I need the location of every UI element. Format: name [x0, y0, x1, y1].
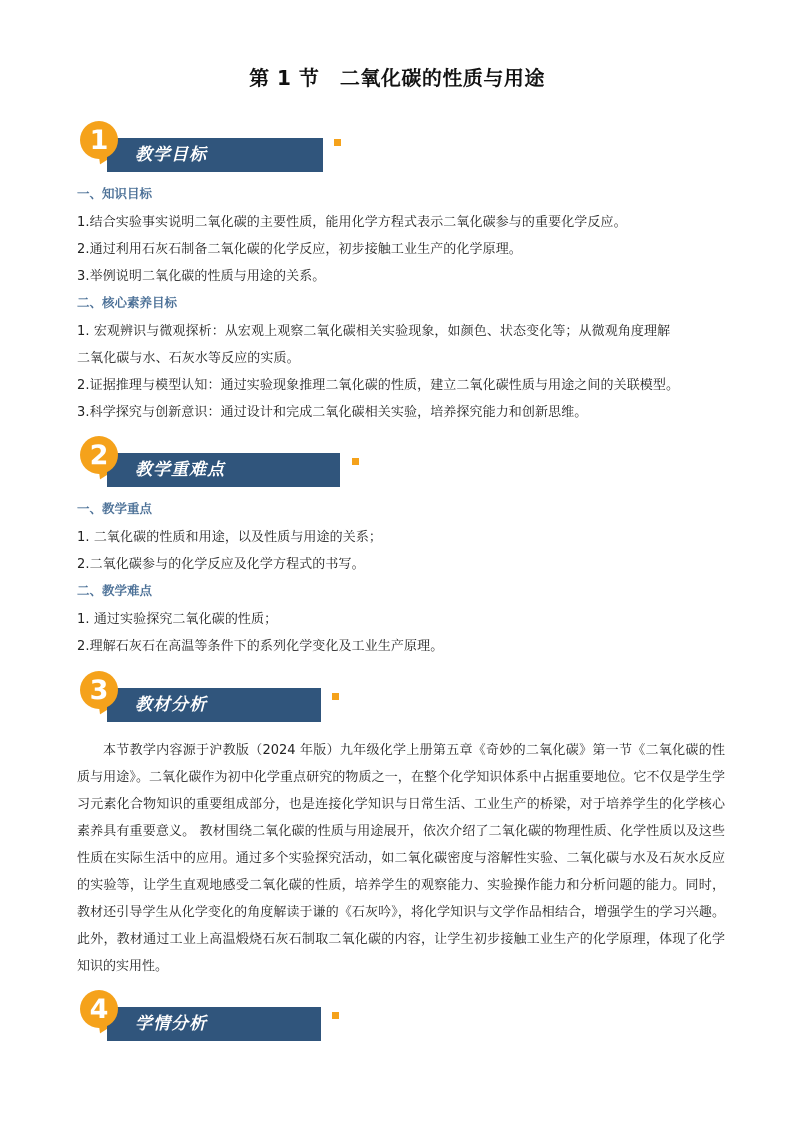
text-line: 二氧化碳与水、石灰水等反应的实质。 [77, 351, 300, 366]
text-line: 2.二氧化碳参与的化学反应及化学方程式的书写。 [77, 557, 365, 572]
analysis-paragraph: 本节教学内容源于沪教版（2024 年版）九年级化学上册第五章《奇妙的二氧化碳》第一节《二氧化碳的性质与用途》。二氧化碳作为初中化学重点研究的物质之一，在整个化学知识体系中占据重要地位。它不仅是学生学习元素化合物知识的重要组成部分，也是连接化学知识与日常生活、工业生产的桥梁，对于培养学生的化学核心素养具有重要意义。 教材围绕二氧化碳的性质与用途展开，依次介绍了二氧化碳的物理性质、化学性质以及这些性质在实际生活中的应用。通过多个实验探究活动，如二氧化碳密度与溶解性实验、二氧化碳与水及石灰水反应的实验等，让学生直观地感受二氧化碳的性质，培养学生的观察能力、实验操作能力和分析问题的能力。同时，教材还引导学生从化学变化的角度解读于谦的《石灰吟》，将化学知识与文学作品相结合，增强学生的学习兴趣。此外，教材通过工业上高温煅烧石灰石制取二氧化碳的内容，让学生初步接触工业生产的化学原理，体现了化学知识的实用性。 [77, 743, 725, 974]
accent-square-icon [334, 139, 341, 146]
text-line: 1.结合实验事实说明二氧化碳的主要性质，能用化学方程式表示二氧化碳参与的重要化学反应。 [77, 215, 627, 230]
text-line: 1. 二氧化碳的性质和用途，以及性质与用途的关系； [77, 530, 383, 545]
section-header-1 [80, 121, 280, 181]
section-header-3 [80, 671, 280, 731]
section-banner: 学情分析 [107, 1007, 321, 1041]
section-header-4 [80, 990, 280, 1050]
accent-square-icon [332, 1012, 339, 1019]
subheading-focus: 一、教学重点 [77, 501, 153, 516]
text-line: 1. 通过实验探究二氧化碳的性质； [77, 612, 278, 627]
page-title: 第 1 节 二氧化碳的性质与用途 [249, 66, 545, 90]
text-line: 3.科学探究与创新意识：通过设计和完成二氧化碳相关实验，培养探究能力和创新思维。 [77, 405, 588, 420]
section-banner: 教材分析 [107, 688, 321, 722]
section-header-2 [80, 436, 280, 496]
section-number-badge: 2 [80, 436, 118, 474]
section-number-badge: 4 [80, 990, 118, 1028]
section-number-badge: 3 [80, 671, 118, 709]
text-line: 2.理解石灰石在高温等条件下的系列化学变化及工业生产原理。 [77, 639, 444, 654]
text-line: 2.证据推理与模型认知：通过实验现象推理二氧化碳的性质，建立二氧化碳性质与用途之间的关联模型。 [77, 378, 680, 393]
subheading-difficulty: 二、教学难点 [77, 583, 153, 598]
subheading-core: 二、核心素养目标 [77, 295, 178, 310]
section-banner: 教学目标 [107, 138, 323, 172]
accent-square-icon [332, 693, 339, 700]
subheading-knowledge: 一、知识目标 [77, 186, 153, 201]
text-line: 1. 宏观辨识与微观探析：从宏观上观察二氧化碳相关实验现象，如颜色、状态变化等；从微观角度理解 [77, 324, 671, 339]
accent-square-icon [352, 458, 359, 465]
section-banner: 教学重难点 [107, 453, 340, 487]
text-line: 3.举例说明二氧化碳的性质与用途的关系。 [77, 269, 326, 284]
section-number-badge: 1 [80, 121, 118, 159]
text-line: 2.通过利用石灰石制备二氧化碳的化学反应，初步接触工业生产的化学原理。 [77, 242, 522, 257]
